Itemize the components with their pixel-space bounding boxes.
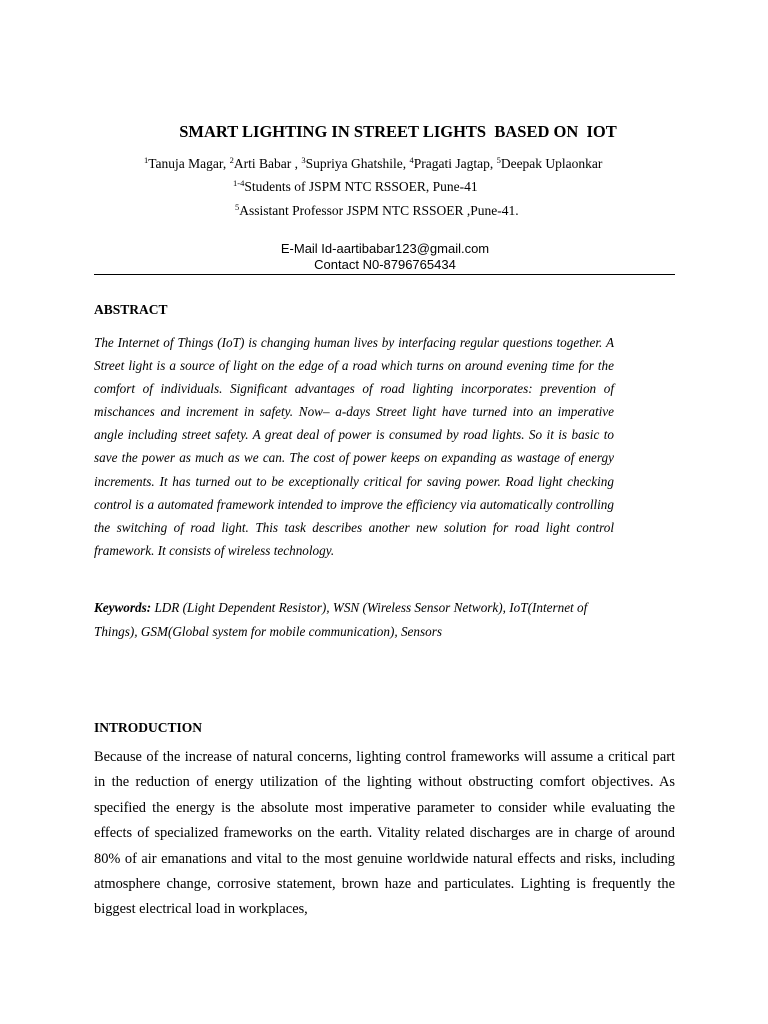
header-divider bbox=[94, 274, 675, 275]
author-3-affiliation-mark: 3 bbox=[301, 155, 306, 165]
affiliation-students bbox=[233, 179, 478, 195]
affiliation-professor-text: Assistant Professor JSPM NTC RSSOER ,Pune-41. bbox=[239, 203, 519, 218]
introduction-heading: INTRODUCTION bbox=[94, 720, 203, 735]
email-line: E-Mail Id-aartibabar123@gmail.com bbox=[280, 241, 490, 256]
author-4-affiliation-mark: 4 bbox=[409, 155, 414, 165]
keywords-paragraph bbox=[94, 596, 616, 643]
affiliation-professor-mark: 5 bbox=[235, 202, 240, 212]
affiliation-professor bbox=[235, 203, 519, 219]
paper-title: SMART LIGHTING IN STREET LIGHTS BASED ON IOT bbox=[179, 122, 617, 141]
affiliation-students-text: Students of JSPM NTC RSSOER, Pune-41 bbox=[244, 179, 478, 194]
keywords-text: LDR (Light Dependent Resistor), WSN (Wireless Sensor Network), IoT(Internet of Things), GSM(Global system for mobile communication), Sensors bbox=[94, 600, 588, 639]
author-4-name: Pragati Jagtap, bbox=[413, 156, 497, 171]
abstract-text: The Internet of Things (IoT) is changing human lives by interfacing regular questions together. A Street light is a source of light on the edge of a road which turns on around evening time for the comfort of individuals. Significant advantages of road lighting incorporates: prevention of mischances and increment in safety. Now– a-days Street light have turned into an imperative angle including street safety. A great deal of power is consumed by road lights. So it is basic to save the power as much as we can. The cost of power keeps on expanding as wastage of energy increments. It has turned out to be exceptionally critical for saving power. Road light checking control is a automated framework intended to improve the efficiency via automatically controlling the switching of road light. This task describes another new solution for road light control framework. It consists of wireless technology. bbox=[94, 335, 614, 558]
affiliation-students-mark: 1-4 bbox=[233, 178, 245, 188]
author-3-name: Supriya Ghatshile, bbox=[305, 156, 410, 171]
contact-number-line: Contact N0-8796765434 bbox=[314, 257, 456, 272]
author-5-affiliation-mark: 5 bbox=[496, 155, 501, 165]
abstract-heading: ABSTRACT bbox=[94, 302, 168, 317]
author-1-name: Tanuja Magar, bbox=[148, 156, 230, 171]
author-2-name: Arti Babar , bbox=[233, 156, 302, 171]
author-1-affiliation-mark: 1 bbox=[144, 155, 149, 165]
introduction-text: Because of the increase of natural concerns, lighting control frameworks will assume a critical part in the reduction of energy utilization of the lighting without obstructing comfort objectives. As specified the energy is the absolute most imperative parameter to consider while evaluating the effects of specialized frameworks on the earth. Vitality related discharges are in charge of around 80% of air emanations and vital to the most genuine worldwide natural effects and risks, including atmosphere change, corrosive statement, brown haze and particulates. Lighting is frequently the biggest electrical load in workplaces, bbox=[94, 749, 675, 918]
author-list bbox=[144, 156, 602, 172]
author-5-name: Deepak Uplaonkar bbox=[500, 156, 603, 171]
keywords-label: Keywords: bbox=[94, 600, 152, 615]
author-2-affiliation-mark: 2 bbox=[229, 155, 234, 165]
